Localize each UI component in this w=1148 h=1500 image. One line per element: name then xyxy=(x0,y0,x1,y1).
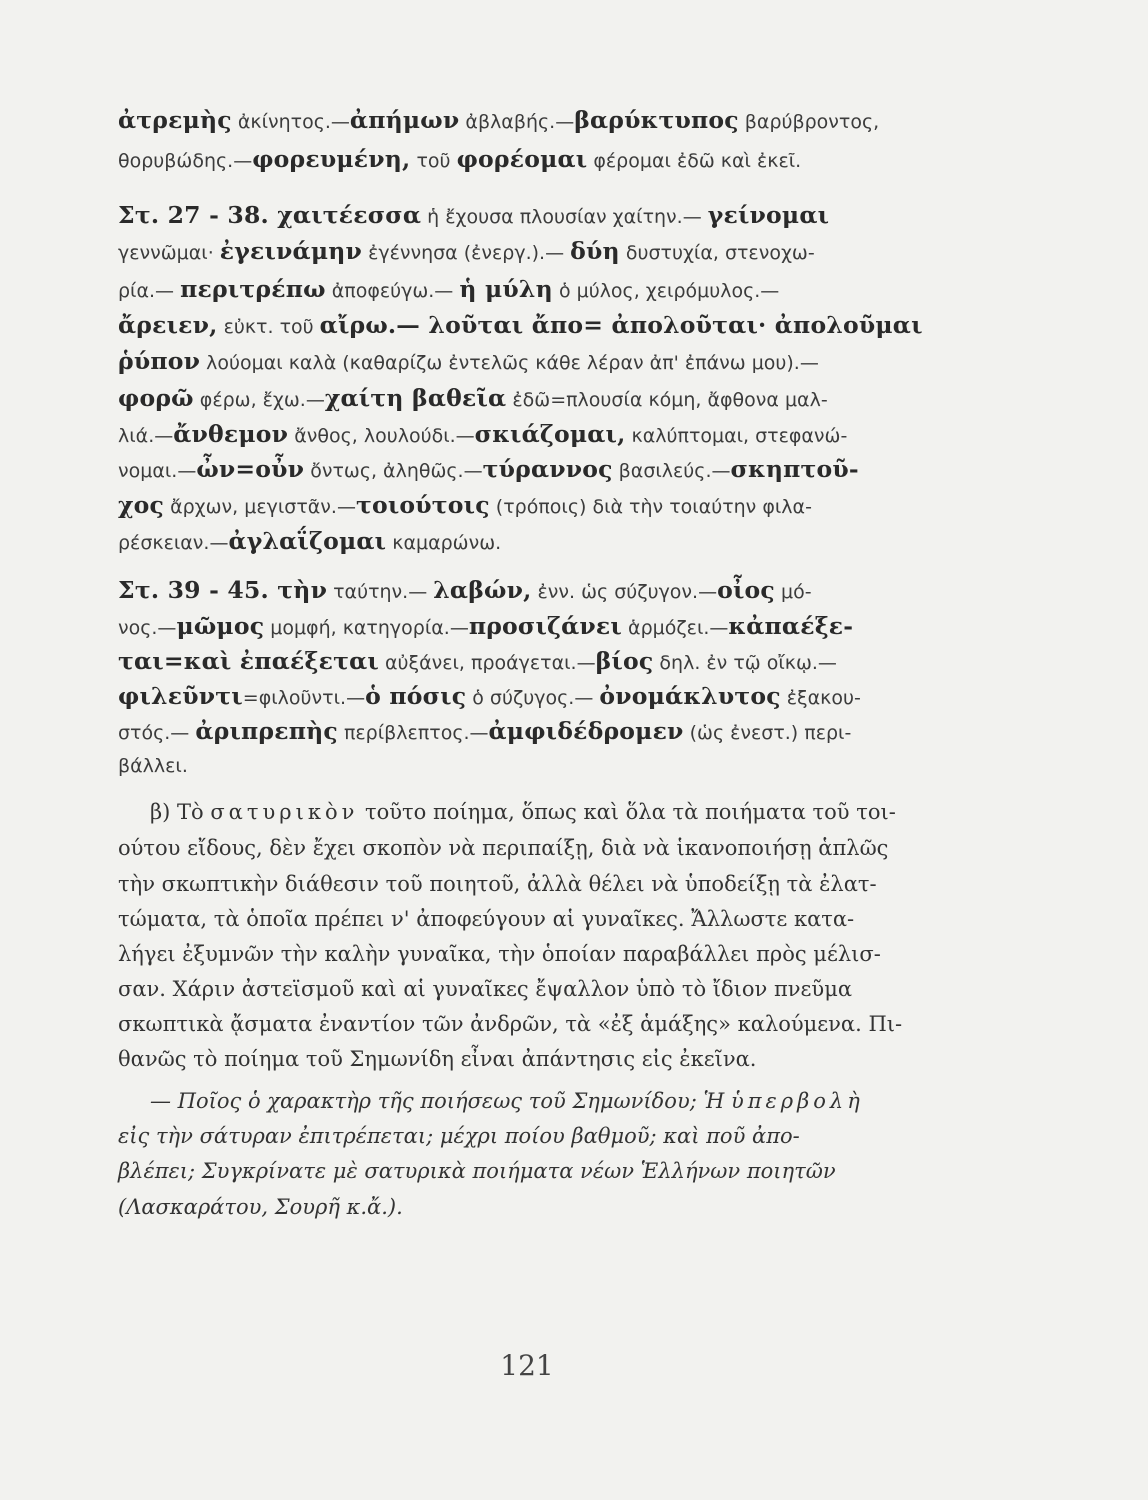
question-line: βλέπει; Συγκρίνατε μὲ σατυρικὰ ποιήματα νέων Ἑλλήνων ποιητῶν xyxy=(118,1159,836,1183)
glossary-line: στός.— ἀριπρεπὴς περίβλεπτος.—ἀμφιδέδρομεν (ὡς ἐνεστ.) περι- xyxy=(118,717,852,745)
glossary-line: θορυβώδης.—φορευμένη, τοῦ φορέομαι φέρομαι ἐδῶ καὶ ἐκεῖ. xyxy=(118,145,802,173)
question-line: — Ποῖος ὁ χαρακτὴρ τῆς ποιήσεως τοῦ Σημωνίδου; Ἡ ὑπερβολὴ xyxy=(150,1089,864,1113)
glossary-line: βάλλει. xyxy=(118,755,188,777)
glossary-line: φορῶ φέρω, ἔχω.—χαίτη βαθεῖα ἐδῶ=πλουσία κόμη, ἄφθονα μαλ- xyxy=(118,384,828,412)
section-heading-27-38: Στ. 27 - 38. χαιτέεσσα ἡ ἔχουσα πλουσίαν χαίτην.— γείνομαι xyxy=(118,201,830,229)
section-heading-39-45: Στ. 39 - 45. τὴν ταύτην.— λαβών, ἐνν. ὡς σύζυγον.—οἶος μό- xyxy=(118,576,812,604)
glossary-line: ρέσκειαν.—ἀγλαΐζομαι καμαρώνω. xyxy=(118,527,502,555)
glossary-line: φιλεῦντι=φιλοῦντι.—ὁ πόσις ὁ σύζυγος.— ὀνομάκλυτος ἐξακου- xyxy=(118,682,861,710)
commentary-line: τὴν σκωπτικὴν διάθεσιν τοῦ ποιητοῦ, ἀλλὰ θέλει νὰ ὑποδείξῃ τὰ ἐλατ- xyxy=(118,872,877,896)
glossary-line: γεννῶμαι· ἐγεινάμην ἐγέννησα (ἐνεργ.).— δύη δυστυχία, στενοχω- xyxy=(118,237,815,265)
commentary-line: σαν. Χάριν ἀστεϊσμοῦ καὶ αἱ γυναῖκες ἔψαλλον ὑπὸ τὸ ἴδιον πνεῦμα xyxy=(118,977,853,1001)
commentary-line: ούτου εἴδους, δὲν ἔχει σκοπὸν νὰ περιπαίξῃ, διὰ νὰ ἱκανοποιήσῃ ἁπλῶς xyxy=(118,836,889,860)
page-number: 121 xyxy=(500,1349,554,1382)
question-line: εἰς τὴν σάτυραν ἐπιτρέπεται; μέχρι ποίου βαθμοῦ; καὶ ποῦ ἀπο- xyxy=(118,1124,800,1148)
glossary-line: ται=καὶ ἐπαέξεται αὐξάνει, προάγεται.—βίος δηλ. ἐν τῷ οἴκῳ.— xyxy=(118,647,837,675)
glossary-line: νος.—μῶμος μομφή, κατηγορία.—προσιζάνει ἁρμόζει.—κἀπαέξε- xyxy=(118,612,854,640)
commentary-line: τώματα, τὰ ὁποῖα πρέπει ν' ἀποφεύγουν αἱ γυναῖκες. Ἄλλωστε κατα- xyxy=(118,907,855,931)
commentary-line: β) Τὸ σατυρικὸν τοῦτο ποίημα, ὅπως καὶ ὅλα τὰ ποιήματα τοῦ τοι- xyxy=(150,800,896,824)
commentary-line: λήγει ἐξυμνῶν τὴν καλὴν γυναῖκα, τὴν ὁποίαν παραβάλλει πρὸς μέλισ- xyxy=(118,942,881,966)
question-line: (Λασκαράτου, Σουρῆ κ.ἄ.). xyxy=(118,1195,403,1219)
commentary-line: σκωπτικὰ ᾄσματα ἐναντίον τῶν ἀνδρῶν, τὰ «ἐξ ἁμάξης» καλούμενα. Πι- xyxy=(118,1012,903,1036)
commentary-line: θανῶς τὸ ποίημα τοῦ Σημωνίδη εἶναι ἀπάντησις εἰς ἐκεῖνα. xyxy=(118,1047,757,1071)
glossary-line: ἄρειεν, εὐκτ. τοῦ αἴρω.— λοῦται ἄπο= ἀπολοῦται· ἀπολοῦμαι xyxy=(118,311,923,339)
glossary-line: ῥύπον λούομαι καλὰ (καθαρίζω ἐντελῶς κάθε λέραν ἀπ' ἐπάνω μου).— xyxy=(118,347,819,375)
glossary-line: ἀτρεμὴς ἀκίνητος.—ἀπήμων ἀβλαβής.—βαρύκτυπος βαρύβροντος, xyxy=(118,106,880,134)
glossary-line: νομαι.—ὦν=οὖν ὄντως, ἀληθῶς.—τύραννος βασιλεύς.—σκηπτοῦ- xyxy=(118,455,859,483)
glossary-line: ρία.— περιτρέπω ἀποφεύγω.— ἡ μύλη ὁ μύλος, χειρόμυλος.— xyxy=(118,275,780,303)
glossary-line: χος ἄρχων, μεγιστᾶν.—τοιούτοις (τρόποις) διὰ τὴν τοιαύτην φιλα- xyxy=(118,491,812,519)
glossary-line: λιά.—ἄνθεμον ἄνθος, λουλούδι.—σκιάζομαι, καλύπτομαι, στεφανώ- xyxy=(118,420,848,448)
